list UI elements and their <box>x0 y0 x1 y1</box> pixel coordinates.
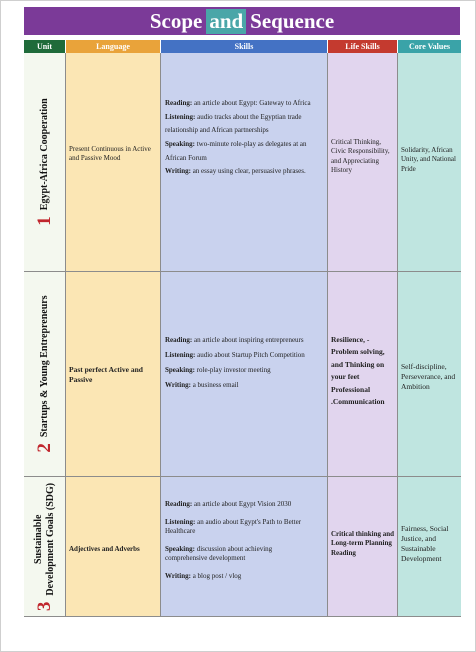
unit-1-skill-writing: Writing: an essay using clear, persuasive phrases. <box>165 167 306 176</box>
unit-1-core-values: Solidarity, African Unity, and National Pride <box>401 146 456 173</box>
unit-2-skill-speaking: Speaking: role-play investor meeting <box>165 366 271 375</box>
page-title <box>24 7 460 35</box>
unit-2-language-cell <box>66 272 161 477</box>
unit-3-core-values: Fairness, Social Justice, and Sustainable Development <box>401 524 449 564</box>
unit-1-cell <box>24 53 66 272</box>
unit-3-skill-reading: Reading: an article about Egypt Vision 2030 <box>165 500 292 508</box>
unit-2-life-skills-cell <box>328 272 398 477</box>
unit-2-skill-listening: Listening: audio about Startup Pitch Competition <box>165 351 305 360</box>
scope-sequence-table <box>24 40 461 617</box>
unit-3-title <box>33 482 57 595</box>
unit-3-core-values-cell <box>398 477 461 617</box>
unit-3-skills-cell <box>161 477 328 617</box>
title-word-sequence: Sequence <box>250 8 335 33</box>
unit-1-skills-cell <box>161 53 328 272</box>
unit-2-language: Past perfect Active and Passive <box>69 365 143 385</box>
unit-1-language-cell <box>66 53 161 272</box>
header-unit: Unit <box>24 40 66 53</box>
unit-1-number: 1 <box>33 216 55 226</box>
unit-3-language: Adjectives and Adverbs <box>69 545 140 553</box>
unit-2-skill-writing: Writing: a business email <box>165 381 239 390</box>
unit-1-skill-listening: Listening: audio tracks about the Egyptian trade relationship and African partnerships <box>165 112 302 135</box>
unit-1-life-skills-cell <box>328 53 398 272</box>
unit-1-skill-reading: Reading: an article about Egypt: Gateway to Africa <box>165 99 311 107</box>
header-language: Language <box>66 40 161 53</box>
title-word-scope: Scope <box>149 8 203 33</box>
unit-2-skills-cell <box>161 272 328 477</box>
unit-3-skill-writing: Writing: a blog post / vlog <box>165 572 242 581</box>
unit-3-title-line-2: Development Goals (SDG) <box>44 482 56 596</box>
header-skills: Skills <box>161 40 328 53</box>
unit-3-life-skills: Critical thinking and Long-term Planning Reading <box>331 530 395 557</box>
unit-3-number: 3 <box>33 601 55 611</box>
unit-1-core-values-cell <box>398 53 461 272</box>
unit-2-title: Startups & Young Entrepreneurs <box>38 295 50 438</box>
unit-3-life-skills-cell <box>328 477 398 617</box>
unit-3-skill-listening: Listening: an audio about Egypt's Path to Better Healthcare <box>165 518 302 536</box>
unit-2-skill-reading: Reading: an article about inspiring entrepreneurs <box>165 336 304 344</box>
unit-1-life-skills: Critical Thinking, Civic Responsibility, and Appreciating History <box>331 138 390 175</box>
unit-3-title-line-1: Sustainable <box>32 514 44 564</box>
unit-1-title: Egypt-Africa Cooperation <box>38 98 50 211</box>
unit-2-number: 2 <box>33 443 55 453</box>
unit-1-language: Present Continuous in Active and Passive Mood <box>69 145 151 163</box>
title-word-and: and <box>206 9 246 34</box>
unit-1-skill-speaking: Speaking: two-minute role-play as delegates at an African Forum <box>165 139 307 162</box>
header-core-values: Core Values <box>398 40 461 53</box>
unit-3-cell <box>24 477 66 617</box>
unit-3-language-cell <box>66 477 161 617</box>
unit-3-skill-speaking: Speaking: discussion about achieving comprehensive development <box>165 545 273 563</box>
unit-2-core-values: Self-discipline, Perseverance, and Ambition <box>401 362 456 392</box>
unit-2-life-skills: Resilience, -Problem solving, and Thinking on your feet Professional .Communication <box>331 335 385 406</box>
unit-2-core-values-cell <box>398 272 461 477</box>
unit-2-cell <box>24 272 66 477</box>
header-life-skills: Life Skills <box>328 40 398 53</box>
